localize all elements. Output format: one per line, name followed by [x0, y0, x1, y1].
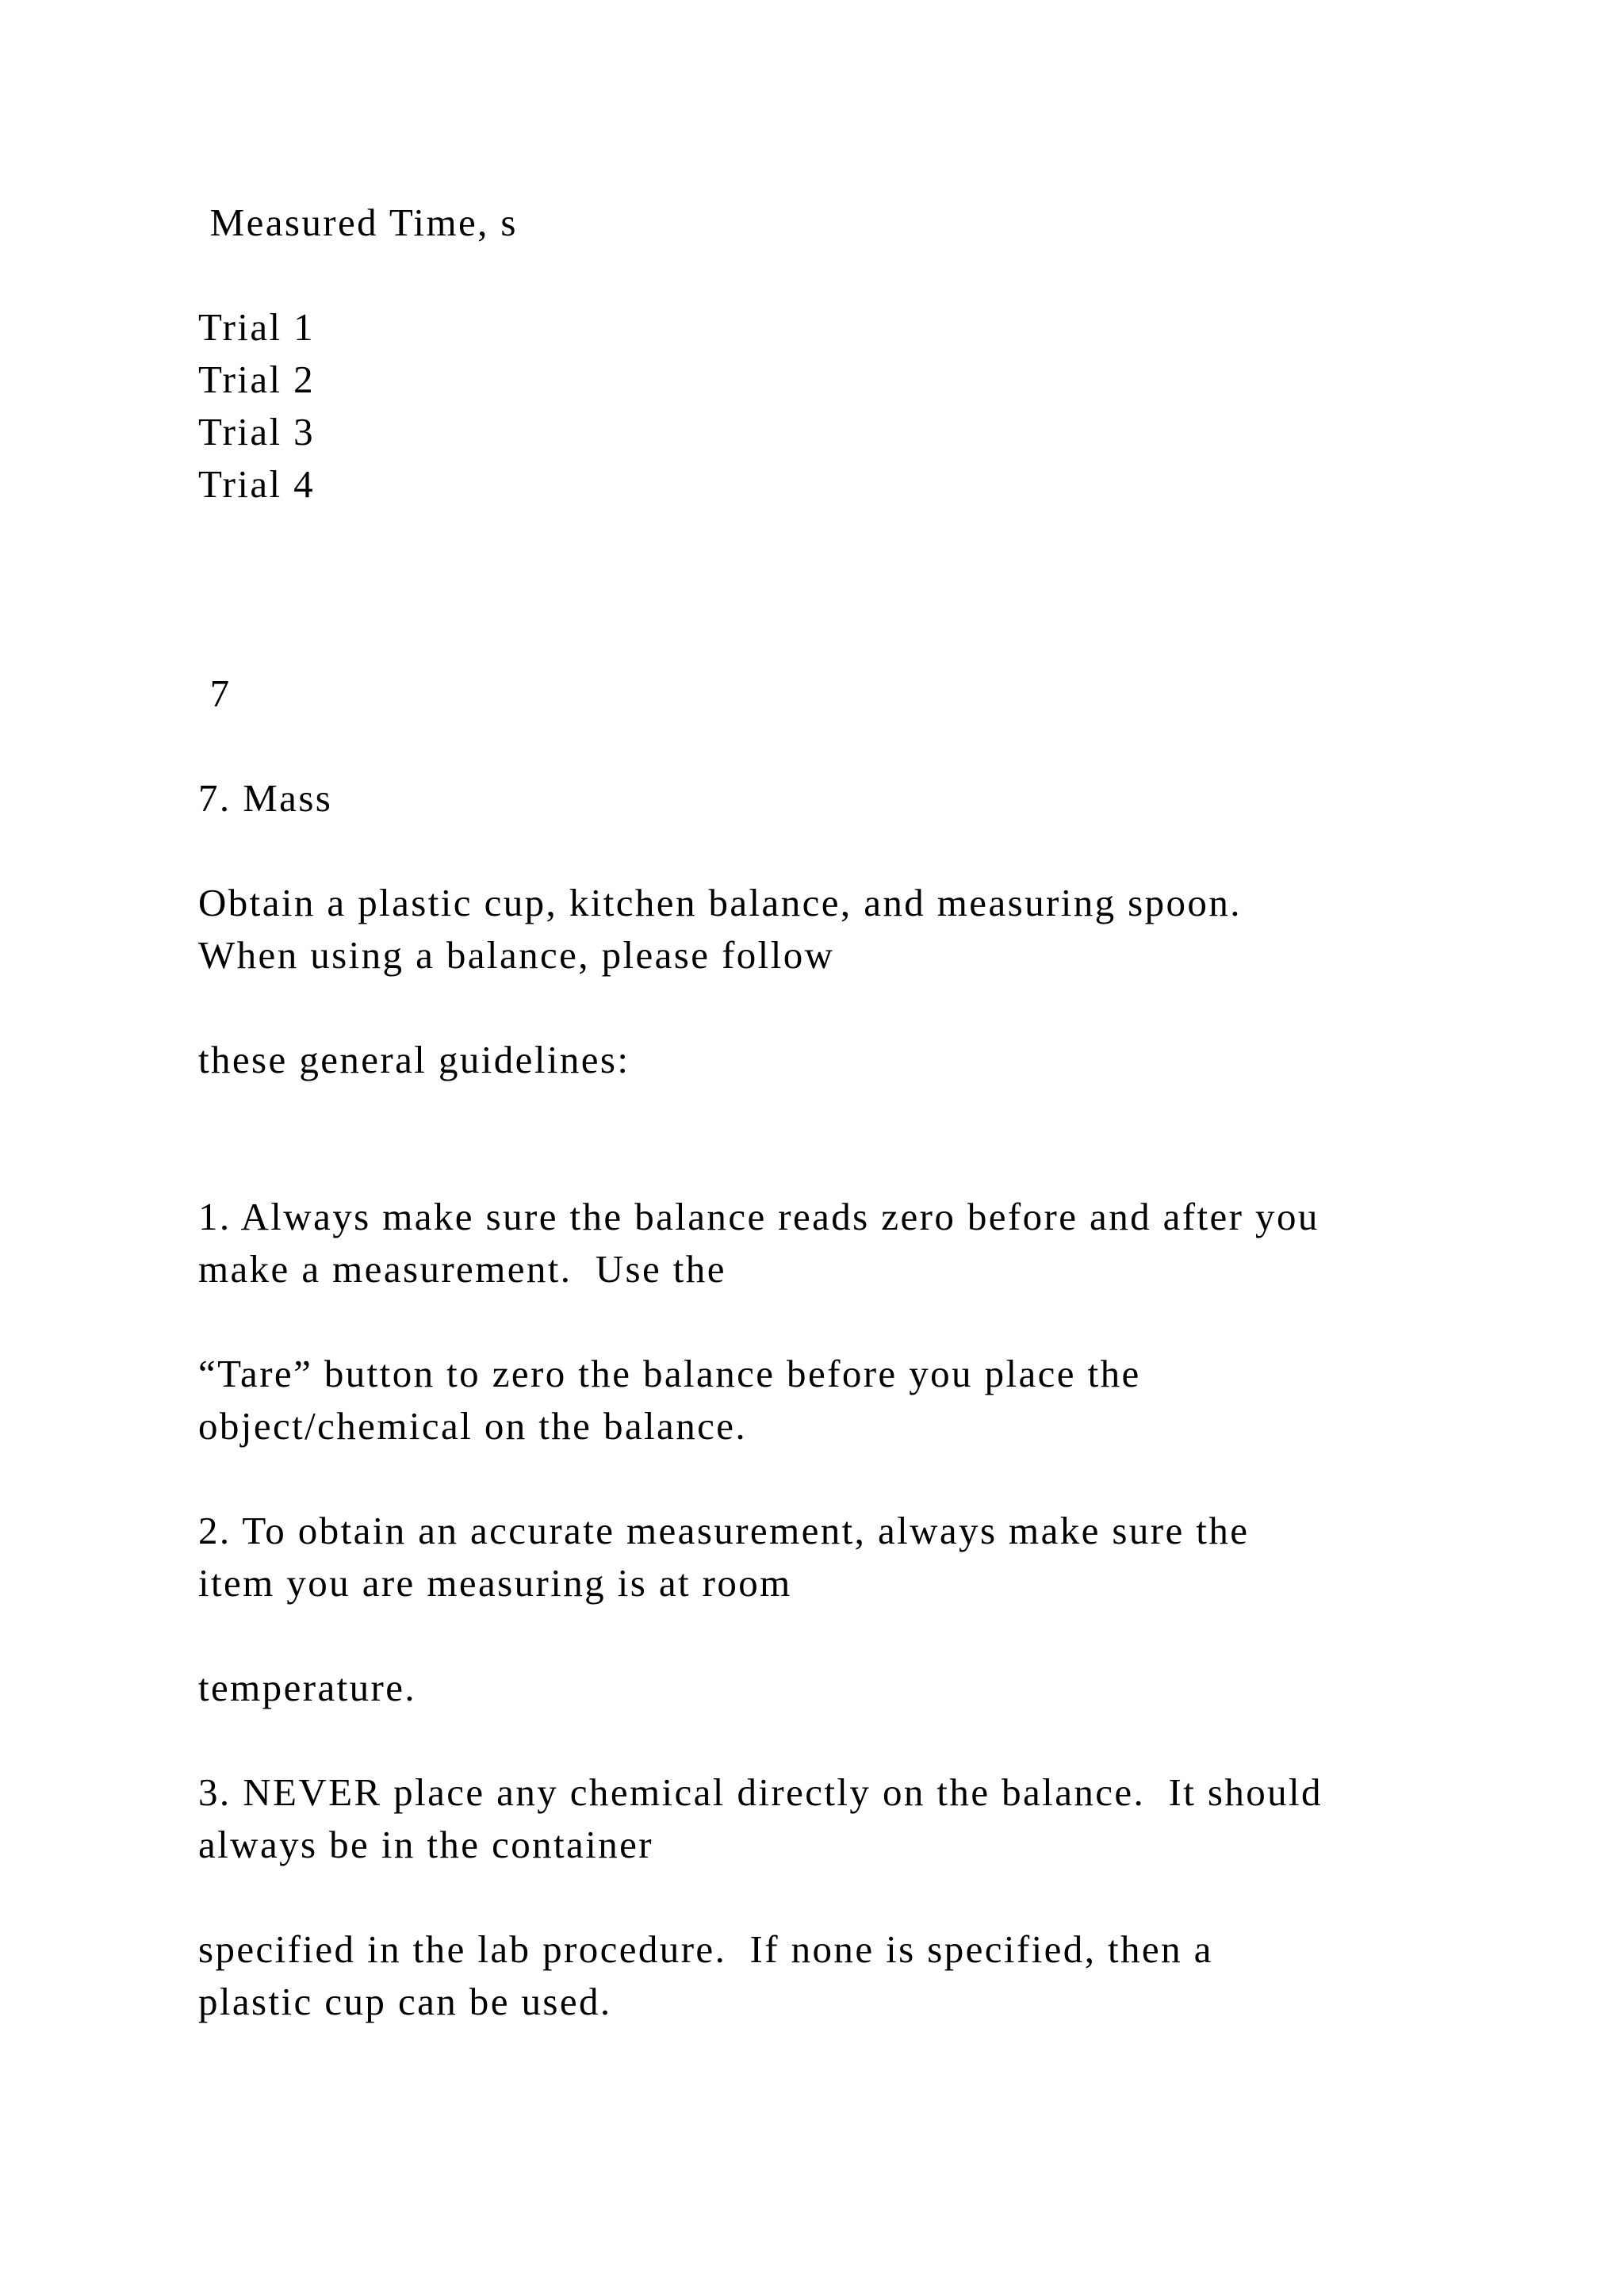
trial-label: Trial 3	[198, 410, 316, 453]
trial-label: Trial 1	[198, 305, 316, 349]
guideline-1-line: object/chemical on the balance.	[198, 1404, 748, 1448]
guideline-1-line: make a measurement. Use the	[198, 1247, 726, 1291]
intro-line: When using a balance, please follow	[198, 933, 835, 977]
trial-label: Trial 2	[198, 358, 316, 401]
guideline-3-line: plastic cup can be used.	[198, 1980, 612, 2023]
guideline-1-line: 1. Always make sure the balance reads zero before and after you	[198, 1195, 1320, 1238]
table-header: Measured Time, s	[198, 201, 518, 244]
intro-line: these general guidelines:	[198, 1038, 630, 1081]
page-number: 7	[198, 672, 232, 715]
intro-line: Obtain a plastic cup, kitchen balance, and measuring spoon.	[198, 881, 1242, 924]
guideline-3-line: always be in the container	[198, 1823, 653, 1866]
guideline-2-line: temperature.	[198, 1666, 417, 1709]
guideline-3-line: specified in the lab procedure. If none is specified, then a	[198, 1927, 1213, 1971]
guideline-2-line: item you are measuring is at room	[198, 1561, 792, 1605]
guideline-3-line: 3. NEVER place any chemical directly on the balance. It should	[198, 1770, 1323, 1814]
section-heading: 7. Mass	[198, 776, 333, 820]
trial-label: Trial 4	[198, 462, 316, 506]
guideline-2-line: 2. To obtain an accurate measurement, always make sure the	[198, 1509, 1250, 1552]
guideline-1-line: “Tare” button to zero the balance before you place the	[198, 1352, 1141, 1395]
